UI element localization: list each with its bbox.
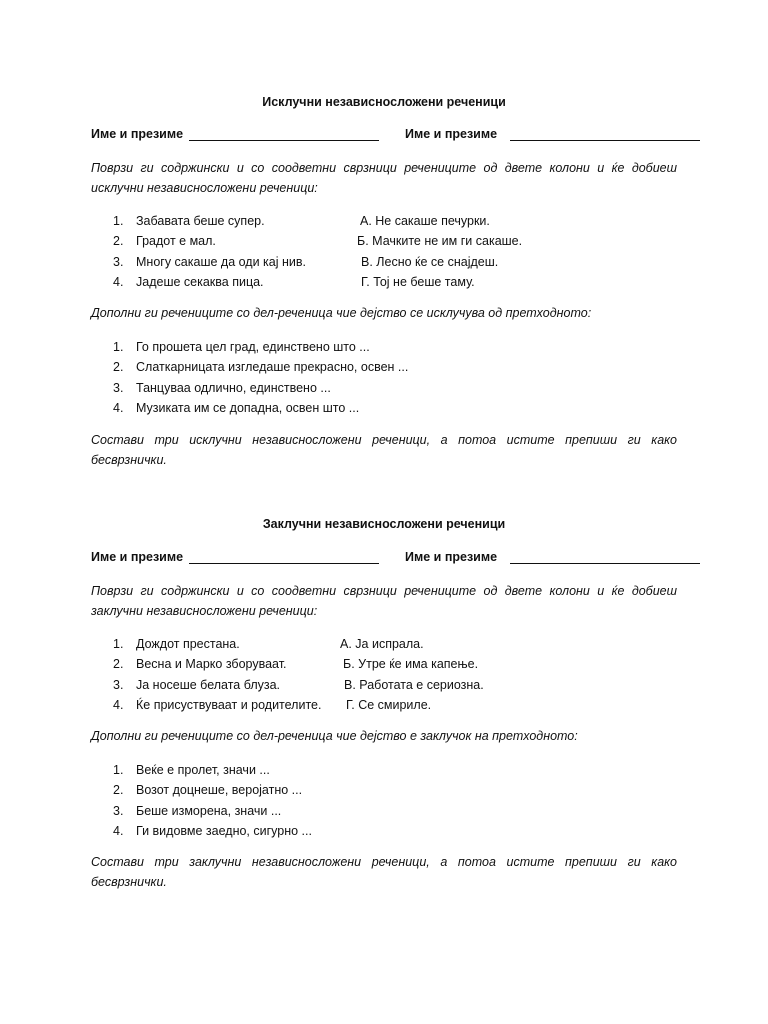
completion-row	[91, 337, 691, 357]
completion-row	[91, 801, 691, 821]
name-label: Име и презиме	[405, 550, 498, 564]
item-number: 2.	[113, 783, 124, 798]
section1-instruction-2: Дополни ги речениците со дел-реченица чие дејство се исклучува од претходното:	[91, 306, 592, 320]
left-sentence: Дождот престана.	[136, 637, 240, 651]
matching-row	[91, 695, 691, 715]
name-input-line[interactable]	[510, 140, 700, 141]
left-sentence: Ќе присуствуваат и родителите.	[136, 697, 322, 712]
matching-row	[91, 211, 691, 231]
completion-sentence: Го прошета цел град, единствено што ...	[136, 340, 370, 354]
name-input-line[interactable]	[510, 563, 700, 564]
right-sentence: А. Ја испрала.	[340, 637, 424, 651]
section1-instruction-1: Поврзи ги содржински и со соодветни сврзници речениците од двете колони и ќе добиеш исклучни независносложени реченици:	[91, 161, 677, 195]
section1-title: Исклучни независносложени реченици	[262, 95, 506, 109]
completion-row	[91, 760, 691, 780]
section1-instruction-3: Состави три исклучни независносложени реченици, а потоа истите препиши ги како бесврзнички.	[91, 433, 677, 467]
section2-name-row	[91, 550, 703, 568]
right-sentence: А. Не сакаше печурки.	[360, 214, 490, 228]
completion-sentence: Беше изморена, значи ...	[136, 803, 282, 818]
right-sentence: Г. Тој не беше таму.	[361, 274, 475, 289]
section2-completion-list	[91, 760, 691, 841]
section2-instruction-1: Поврзи ги содржински и со соодветни сврзници речениците од двете колони и ќе добиеш заклучни независносложени реченици:	[91, 584, 677, 618]
left-sentence: Многу сакаше да оди кај нив.	[136, 254, 306, 269]
item-number: 4.	[113, 274, 124, 289]
matching-row	[91, 252, 691, 272]
matching-row	[91, 634, 691, 654]
completion-sentence: Танцуваа одлично, единствено ...	[136, 380, 331, 395]
name-input-line[interactable]	[189, 140, 379, 141]
item-number: 3.	[113, 254, 124, 269]
completion-sentence: Веќе е пролет, значи ...	[136, 763, 270, 777]
section1-name-row	[91, 127, 703, 145]
matching-row	[91, 231, 691, 251]
item-number: 1.	[113, 637, 124, 651]
item-number: 2.	[113, 234, 124, 249]
section1-completion-list	[91, 337, 691, 418]
matching-row	[91, 654, 691, 674]
name-label: Име и презиме	[405, 127, 498, 141]
item-number: 2.	[113, 657, 124, 672]
completion-row	[91, 378, 691, 398]
left-sentence: Весна и Марко зборуваат.	[136, 657, 287, 672]
item-number: 3.	[113, 677, 124, 692]
matching-row	[91, 675, 691, 695]
section1-matching-list	[91, 211, 691, 292]
name-label: Име и презиме	[91, 127, 184, 141]
item-number: 3.	[113, 380, 124, 395]
left-sentence: Јадеше секаква пица.	[136, 274, 264, 289]
right-sentence: Б. Мачките не им ги сакаше.	[357, 234, 523, 249]
completion-row	[91, 780, 691, 800]
section2-instruction-3: Состави три заклучни независносложени реченици, а потоа истите препиши ги како бесврзнички.	[91, 855, 677, 889]
section2-title: Заклучни независносложени реченици	[262, 517, 506, 531]
item-number: 4.	[113, 697, 124, 712]
left-sentence: Ја носеше белата блуза.	[136, 677, 281, 692]
completion-sentence: Возот доцнеше, веројатно ...	[136, 783, 303, 798]
item-number: 2.	[113, 360, 124, 375]
right-sentence: Г. Се смириле.	[346, 697, 432, 712]
item-number: 3.	[113, 803, 124, 818]
completion-sentence: Музиката им се допадна, освен што ...	[136, 400, 360, 415]
completion-sentence: Ги видовме заедно, сигурно ...	[136, 823, 312, 838]
section2-instruction-2: Дополни ги речениците со дел-реченица чие дејство е заклучок на претходното:	[91, 729, 578, 743]
item-number: 4.	[113, 400, 124, 415]
item-number: 1.	[113, 214, 124, 228]
left-sentence: Забавата беше супер.	[136, 214, 265, 228]
completion-sentence: Слаткарницата изгледаше прекрасно, освен ...	[136, 360, 409, 375]
completion-row	[91, 398, 691, 418]
section2-matching-list	[91, 634, 691, 715]
name-label: Име и презиме	[91, 550, 184, 564]
matching-row	[91, 272, 691, 292]
completion-row	[91, 821, 691, 841]
left-sentence: Градот е мал.	[136, 234, 216, 249]
name-input-line[interactable]	[189, 563, 379, 564]
right-sentence: В. Работата е сериозна.	[344, 677, 484, 692]
right-sentence: В. Лесно ќе се снајдеш.	[361, 254, 499, 269]
right-sentence: Б. Утре ќе има капење.	[343, 657, 479, 672]
completion-row	[91, 357, 691, 377]
item-number: 1.	[113, 340, 124, 354]
item-number: 1.	[113, 763, 124, 777]
item-number: 4.	[113, 823, 124, 838]
